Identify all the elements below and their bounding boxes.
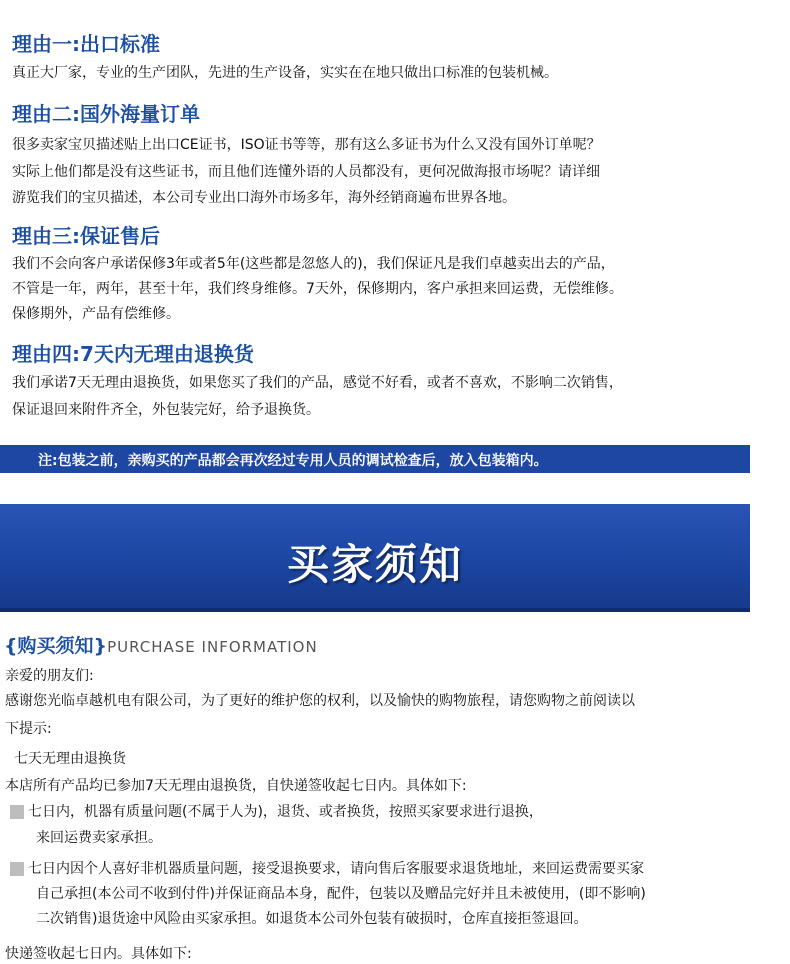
reason-4-line-1: 我们承诺7天无理由退换货，如果您买了我们的产品，感觉不好看，或者不喜欢，不影响二次销售， <box>12 375 623 391</box>
policy-item-2-line-3: 二次销售)退货途中风险由买家承担。如退货本公司外包装有破损时，仓库直接拒签退回。 <box>36 911 588 927</box>
return-policy-intro: 本店所有产品均已参加7天无理由退换货，自快递签收起七日内。具体如下: <box>5 778 467 794</box>
delivery-terms-line: 快递签收起七日内。具体如下: <box>5 946 192 962</box>
policy-item-1-line-2: 来回运费卖家承担。 <box>36 830 162 846</box>
banner-title: 买家须知 <box>286 540 463 589</box>
policy-item-2-line-2: 自己承担(本公司不收到付件)并保证商品本身，配件，包装以及赠品完好并且未被使用，(即不影响) <box>36 886 646 902</box>
bullet-square-icon <box>10 805 24 819</box>
reason-4-line-2: 保证退回来附件齐全，外包装完好，给予退换货。 <box>12 402 320 418</box>
policy-item-1-line-1: 七日内，机器有质量问题(不属于人为)，退货、或者换货，按照买家要求进行退换， <box>28 804 543 820</box>
purchase-info-heading <box>4 631 318 658</box>
reason-1-title: 理由一:出口标准 <box>12 32 160 56</box>
reason-3-line-2: 不管是一年，两年，甚至十年，我们终身维修。7天外，保修期内，客户承担来回运费，无偿维修。 <box>12 281 623 297</box>
reason-2-line-2: 实际上他们都是没有这些证书，而且他们连懂外语的人员都没有，更何况做海报市场呢？请详细 <box>12 164 600 180</box>
bullet-square-icon <box>10 862 24 876</box>
intro-line-1: 感谢您光临卓越机电有限公司，为了更好的维护您的权利，以及愉快的购物旅程，请您购物之前阅读以 <box>5 693 635 709</box>
reason-2-line-1: 很多卖家宝贝描述贴上出口CE证书，ISO证书等等，那有这么多证书为什么又没有国外订单呢？ <box>12 137 601 153</box>
buyer-notice-banner <box>0 504 750 612</box>
purchase-info-title-en: PURCHASE INFORMATION <box>107 638 318 656</box>
return-policy-subhead: 七天无理由退换货 <box>14 751 126 767</box>
packaging-note-text: 注:包装之前，亲购买的产品都会再次经过专用人员的调试检查后，放入包装箱内。 <box>38 453 548 469</box>
packaging-note-bar <box>0 445 750 473</box>
reason-3-line-3: 保修期外，产品有偿维修。 <box>12 306 180 322</box>
reason-3-title: 理由三:保证售后 <box>12 224 160 248</box>
purchase-info-title-zh: {购买须知} <box>4 635 108 657</box>
policy-item-2-line-1: 七日内因个人喜好非机器质量问题，接受退换要求，请向售后客服要求退货地址，来回运费需要买家 <box>28 861 644 877</box>
reason-3-line-1: 我们不会向客户承诺保修3年或者5年(这些都是忽悠人的)，我们保证凡是我们卓越卖出去的产品， <box>12 256 615 272</box>
greeting: 亲爱的朋友们: <box>5 668 94 684</box>
reason-2-line-3: 游览我们的宝贝描述，本公司专业出口海外市场多年，海外经销商遍布世界各地。 <box>12 190 516 206</box>
intro-line-2: 下提示: <box>5 721 52 737</box>
reason-2-title: 理由二:国外海量订单 <box>12 102 200 126</box>
reason-1-line-1: 真正大厂家，专业的生产团队，先进的生产设备，实实在在地只做出口标准的包装机械。 <box>12 65 558 81</box>
reason-4-title: 理由四:7天内无理由退换货 <box>12 342 254 366</box>
